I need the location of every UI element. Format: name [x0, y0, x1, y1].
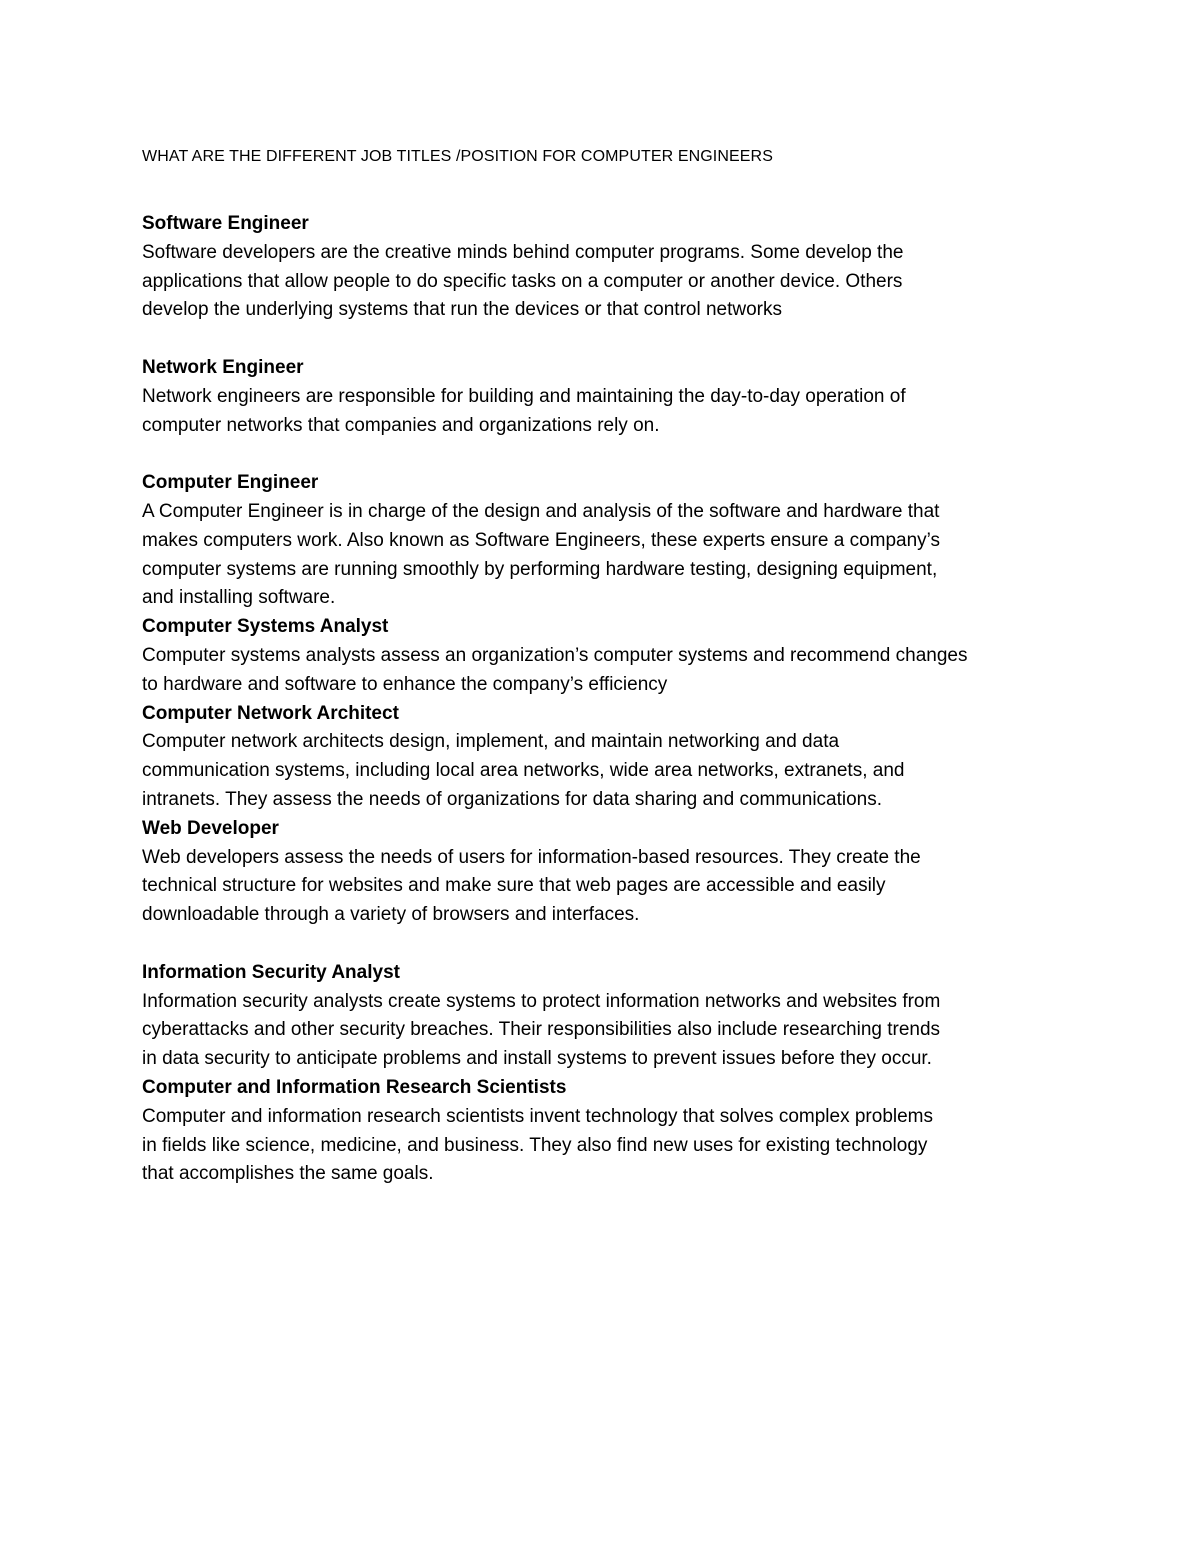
section-line: Computer systems analysts assess an organization’s computer systems and recommend changes [142, 644, 968, 666]
section-line: in data security to anticipate problems and install systems to prevent issues before they occur. [142, 1048, 932, 1070]
spacer [142, 930, 1072, 959]
section-heading: Network Engineer [142, 356, 304, 378]
section-line: Computer and information research scientists invent technology that solves complex problems [142, 1105, 933, 1127]
section-line: computer networks that companies and organizations rely on. [142, 414, 660, 436]
section-line: A Computer Engineer is in charge of the design and analysis of the software and hardware that [142, 500, 940, 522]
section-heading: Computer and Information Research Scientists [142, 1076, 567, 1098]
document-content [142, 143, 1072, 1189]
section-information-security-analyst [142, 959, 1072, 1074]
section-web-developer [142, 815, 1072, 930]
section-line: Computer network architects design, implement, and maintain networking and data [142, 731, 840, 753]
section-line: and installing software. [142, 587, 336, 609]
section-line: that accomplishes the same goals. [142, 1163, 434, 1185]
document-title: WHAT ARE THE DIFFERENT JOB TITLES /POSITION FOR COMPUTER ENGINEERS [142, 148, 773, 165]
section-line: communication systems, including local area networks, wide area networks, extranets, and [142, 760, 905, 782]
section-heading: Computer Network Architect [142, 702, 399, 724]
section-computer-engineer [142, 469, 1072, 613]
section-network-engineer [142, 354, 1072, 440]
section-line: Information security analysts create systems to protect information networks and websites from [142, 990, 941, 1012]
section-computer-network-architect [142, 700, 1072, 815]
section-software-engineer [142, 210, 1072, 325]
section-line: makes computers work. Also known as Software Engineers, these experts ensure a company’s [142, 529, 941, 551]
section-heading: Web Developer [142, 817, 279, 839]
section-computer-systems-analyst [142, 613, 1072, 699]
section-line: downloadable through a variety of browsers and interfaces. [142, 904, 640, 926]
section-line: intranets. They assess the needs of organizations for data sharing and communications. [142, 788, 883, 810]
section-line: to hardware and software to enhance the company’s efficiency [142, 673, 668, 695]
section-line: Network engineers are responsible for building and maintaining the day-to-day operation of [142, 385, 906, 407]
section-heading: Computer Engineer [142, 472, 319, 494]
section-line: technical structure for websites and make sure that web pages are accessible and easily [142, 875, 886, 897]
section-line: in fields like science, medicine, and business. They also find new uses for existing technology [142, 1134, 928, 1156]
section-line: Web developers assess the needs of users for information-based resources. They create the [142, 846, 921, 868]
section-line: develop the underlying systems that run the devices or that control networks [142, 299, 783, 321]
section-line: Software developers are the creative minds behind computer programs. Some develop the [142, 241, 904, 263]
section-line: cyberattacks and other security breaches. Their responsibilities also include researching trends [142, 1019, 941, 1041]
section-research-scientists [142, 1074, 1072, 1189]
section-line: applications that allow people to do specific tasks on a computer or another device. Others [142, 270, 903, 292]
spacer [142, 325, 1072, 354]
section-line: computer systems are running smoothly by performing hardware testing, designing equipment, [142, 558, 938, 580]
spacer [142, 440, 1072, 469]
section-heading: Information Security Analyst [142, 961, 400, 983]
section-heading: Software Engineer [142, 213, 309, 234]
spacer [142, 171, 1072, 210]
section-heading: Computer Systems Analyst [142, 616, 389, 638]
